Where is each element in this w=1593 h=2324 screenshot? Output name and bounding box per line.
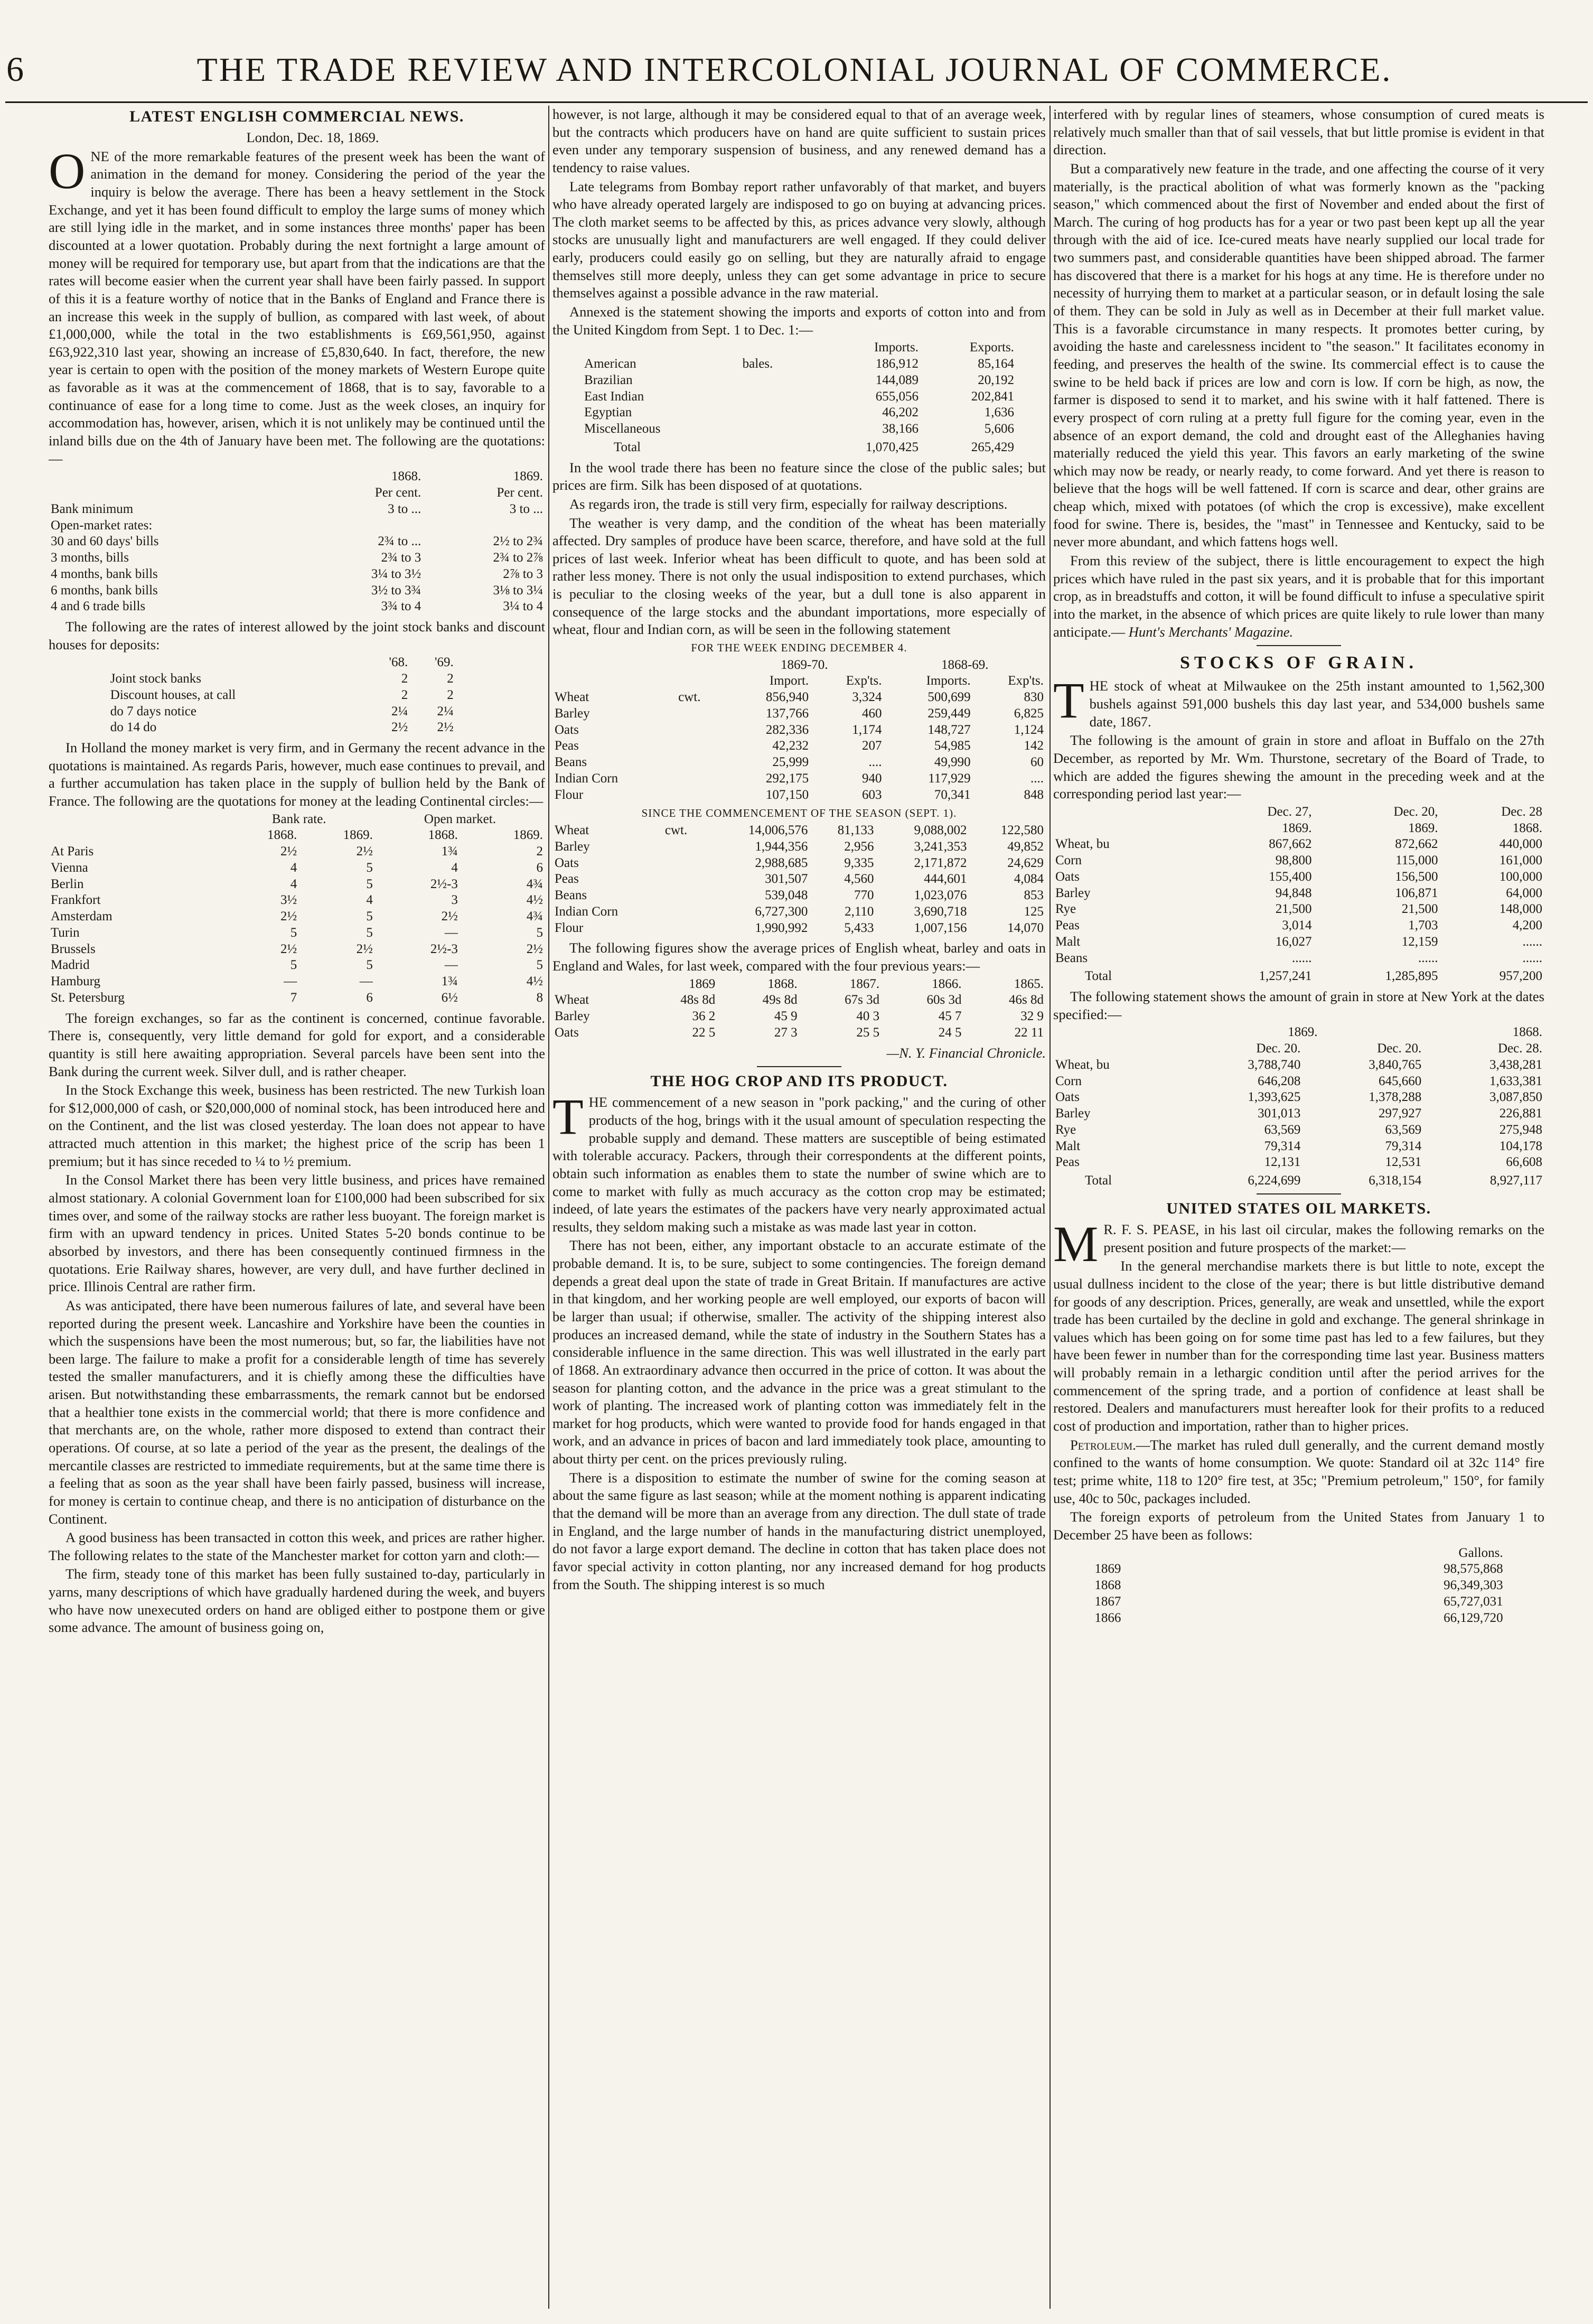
- hog-paragraph: But a comparatively new feature in the trade, and one affecting the course of it very materially, is the practical abolition of what was formerly known as the "packing season," which commenced about the first of November and ended about the first of March. The curing of hog products has for a year or two past been kept up all the year through with the aid of ice. Ice-cured meats have nearly supplied our local trade for two summers past, and considerable quantities have been shipped abroad. The farmer has discovered that there is a market for his hogs at any time. He is therefore under no necessity of hurrying them to market at a particular season, or in default losing the sale of them. They can be sold in July as well as in December at their full market value. This is a favorable circumstance in many respects. It promotes better curing, by avoiding the haste and carelessness incident to "the season." It facilitates economy in feeding, and preserves the health of the swine. Its commercial effect is to cause the swine to be held back if prices are low and corn is low. If corn be high, as now, the farmer is disposed to send it to market, and his swine with it half fattened. There is every prospect of corn ruling at a pretty full figure for the coming year, even in the absence of an export demand, the cold and drought east of the Alleghanies having materially reduced the yield this year. This favors an early marketing of the swine which may now be ready, or nearly ready, to come forward. And yet there is reason to believe that the hogs will be well fattened. If corn is scarce and dear, other grains are cheap which, mixed with potatoes (of which the crop is excessive), make excellent food for swine. There is, besides, the "mast" in Tennessee and Kentucky, said to be never more abundant, and which fattens hogs well.: [1053, 160, 1544, 550]
- table-row: Rye 63,569 63,569 275,948: [1055, 1122, 1542, 1137]
- english-news-heading: LATEST ENGLISH COMMERCIAL NEWS.: [129, 108, 464, 125]
- table-row: Wheat, bu 867,662 872,662 440,000: [1055, 837, 1542, 852]
- column-rule-1: [548, 106, 549, 2309]
- table-row: 4 months, bank bills 3¼ to 3½ 2⅞ to 3: [51, 566, 543, 581]
- table-row: '68. '69.: [389, 655, 454, 670]
- table-row: Dec. 20. Dec. 20. Dec. 28.: [1256, 1041, 1542, 1056]
- table-row: Total 6,224,699 6,318,154 8,927,117: [1085, 1173, 1542, 1188]
- table-row: Bank minimum 3 to ... 3 to ...: [51, 501, 543, 516]
- table-row: Peas 42,232 207 54,985 142: [555, 739, 1044, 753]
- table-row: American bales. 186,912 85,164: [584, 357, 1014, 371]
- table-row: Import. Exp'ts. Imports. Exp'ts.: [769, 674, 1044, 688]
- journal-title: THE TRADE REVIEW AND INTERCOLONIAL JOURNAL OF COMMERCE.: [196, 51, 1392, 88]
- header-rule: [5, 101, 1588, 103]
- wheat-prices-table: [552, 976, 1046, 1041]
- table-row: Frankfort 3½ 4 3 4½: [51, 893, 543, 908]
- table-row: Corn 646,208 645,660 1,633,381: [1055, 1074, 1542, 1088]
- table-row: Oats 22 5 27 3 25 5 24 5 22 11: [555, 1025, 1044, 1040]
- table-row: 1869. 1869. 1868.: [1282, 820, 1542, 835]
- english-paragraph: Late telegrams from Bombay report rather unfavorably of that market, and buyers who have already operated largely are indisposed to go on buying at advancing prices. The cloth market seems to be affected by this, as prices advance very slowly, although stocks are unusually light and manufacturers are well engaged. If they could deliver early, producers could easily go on selling, but they are naturally afraid to engage themselves still more deeply, unless they can get some advantage in price to secure themselves against a possible advance in the raw material.: [552, 178, 1046, 301]
- table-row: 1868. 1869. 1868. 1869.: [267, 828, 543, 843]
- table-row: Berlin 4 5 2½-3 4¾: [51, 876, 543, 891]
- hog-paragraph: There is a disposition to estimate the number of swine for the coming season at about the same figure as last season; while at the moment nothing is apparent indicating that the demand will be more than an average from any direction. The dull state of trade in England, and the large number of hands in the manufacturing district unemployed, do not favor a large export demand. The decline in cotton that has taken place does not favor special activity in cotton planting, nor any increased demand for hog products from the South. The shipping interest is so much: [552, 1469, 1046, 1592]
- drop-cap: M: [1053, 1216, 1099, 1272]
- english-paragraph: The firm, steady tone of this market has been fully sustained to-day, particularly in yarns, many descriptions of which have gradually hardened during the week, and buyers who have now unexecuted orders on hand are obliged either to postpone them or give some advance. The amount of business going on,: [49, 1566, 545, 1636]
- table-row: Indian Corn 292,175 940 117,929 ....: [555, 771, 1044, 786]
- table-row: 1866 66,129,720: [1094, 1610, 1503, 1625]
- table-row: Discount houses, at call 2 2: [110, 687, 454, 702]
- english-paragraph: The foreign exchanges, so far as the continent is concerned, continue favorable. There is, consequently, very little demand for gold for export, and a considerable quantity is still here awaiting appropriation. Several parcels have been sent into the Bank during the current week. Silver dull, and is rather cheaper.: [49, 1010, 545, 1079]
- table-row: Oats 155,400 156,500 100,000: [1055, 869, 1542, 884]
- hog-paragraph: THE commencement of a new season in "pork packing," and the curing of other products of the hog, brings with it the usual amount of speculation respecting the probable supply and demand. These matters are susceptible of being estimated with tolerable accuracy. Packers, through their correspondents at the different points, obtain such information as enables them to state the number of swine which are to come to market with fully as much accuracy as the cotton crop may be estimated; indeed, of late years the estimates of the packers have very nearly approximated actual results, they seldom making such a mistake as was made last year in cotton.: [552, 1088, 1046, 1235]
- table-row: Malt 16,027 12,159 ......: [1055, 934, 1542, 949]
- table-row: 1867 65,727,031: [1094, 1594, 1503, 1609]
- grain-season-table: [552, 823, 1046, 936]
- table-row: 1869. 1868.: [1288, 1025, 1542, 1040]
- oil-paragraph: In the general merchandise markets there is but little to note, except the usual dullness incident to the close of the year; there is but little distributive demand for goods of any description. Prices, generally, are weak and unsettled, while the export trade has been curtailed by the decline in gold and exchange. The general shrinkage in values which has been going on for some time past has led to a few failures, but they have been fewer in number than for the corresponding time last year. Business matters will probably remain in a lethargic condition until after the period arrives for the commencement of the spring trade, and a portion of confidence at least shall be restored. Dealers and manufacturers must hereafter look for their profits to a reduced cost of production and importation, rather than to higher prices.: [1053, 1258, 1544, 1434]
- hog-paragraph: There has not been, either, any important obstacle to an accurate estimate of the probable demand. It is, to be sure, subject to some contingencies. The foreign demand depends a great deal upon the state of trade in Great Britain. If manufactures are active in that kingdom, and her working people are well employed, our exports of bacon will be larger than usual; if otherwise, smaller. The activity of the shipping interest also produces an increased demand, while the state of industry in the Southern States has a considerable influence in the same direction. This was well illustrated in the early part of 1868. An extraordinary advance then occurred in the price of cotton. It was about the season for planting cotton, and the advance in the price was a great stimulant to the work of planting. The increased work of planting cotton was immediately felt in the market for hog products, which were wanted to provide food for hands engaged in that work, and an advance in prices of bacon and lard immediately took place, amounting to about thirty per cent. on the prices previously ruling.: [552, 1237, 1046, 1467]
- column-3: [1053, 106, 1544, 2314]
- english-paragraph: In the Consol Market there has been very little business, and prices have remained almost stationary. A colonial Government loan for £100,000 had been subscribed for six times over, and some of the railway stocks are rather less buoyant. The foreign market is firm with an upward tendency in prices. United States 5-20 bonds continue to be absorbed by investors, and there has been consequently continued firmness in the quotations. Erie Railway shares, however, are very dull, and have further declined in price. Illinois Central are rather firm.: [49, 1172, 545, 1295]
- table-row: do 7 days notice 2¼ 2¼: [110, 704, 454, 718]
- oil-paragraph: M R. F. S. PEASE, in his last oil circular, makes the following remarks on the present position and future prospects of the market:—: [1053, 1216, 1544, 1272]
- table-row: 1868 96,349,303: [1094, 1578, 1503, 1593]
- table-row: Turin 5 5 — 5: [51, 925, 543, 940]
- table-row: Vienna 4 5 4 6: [51, 860, 543, 875]
- table-row: Oats 1,393,625 1,378,288 3,087,850: [1055, 1090, 1542, 1105]
- english-paragraph: ONE of the more remarkable features of the present week has been the want of animation in the demand for money. Considering the period of the year the inquiry is below the average. There has been a heavy settlement in the Stock Exchange, and yet it has been found difficult to employ the large sums of money which are still lying idle in the market, and in some instances three months' paper has been discounted at a lower quotation. Probably during the next fortnight a large amount of money will be required for temporary use, but apart from that the indications are that the rates will become easier when the current year shall have been fairly passed. In support of this it is a feature worthy of notice that in the Banks of England and France there is an increase this week in the supply of bullion, as compared with last week, of about £1,000,000, while the total in the two establishments is £69,561,950, against £63,922,310 last year, showing an increase of £5,830,640. In fact, therefore, the new year is certain to open with the position of the money markets of Western Europe quite as favorable as it was at the commencement of 1868, that is to say, favorable to a continuance of ease for a long time to come. Just as the week closes, an inquiry for accommodation has, however, arisen, which it is not unlikely may be continued until the inland bills due on the 4th of January have been met. The following are the quotations:—: [49, 142, 545, 466]
- table-row: Barley 36 2 45 9 40 3 45 7 32 9: [555, 1009, 1044, 1024]
- table-row: 1869 1868. 1867. 1866. 1865.: [689, 976, 1044, 991]
- table-row: Barley 301,013 297,927 226,881: [1055, 1106, 1542, 1121]
- table-row: Imports. Exports.: [874, 340, 1014, 355]
- table-row: Beans 25,999 .... 49,990 60: [555, 755, 1044, 770]
- table-row: Indian Corn 6,727,300 2,110 3,690,718 125: [555, 904, 1044, 919]
- new-york-grain-table: [1053, 1024, 1544, 1189]
- page-header: [5, 38, 1588, 101]
- petroleum-exports-table: [1092, 1545, 1505, 1627]
- grain-paragraph: The following statement shows the amount of grain in store at New York at the dates specified:—: [1053, 988, 1544, 1022]
- grain-paragraph: The following is the amount of grain in store and afloat in Buffalo on the 27th December, as reported by Mr. Wm. Thurstone, secretary of the Board of Trade, to which are added the figures shewing the amount in the preceding week and at the corresponding period last year:—: [1053, 732, 1544, 802]
- table-row: Oats 2,988,685 9,335 2,171,872 24,629: [555, 855, 1044, 870]
- table-row: Dec. 27, Dec. 20, Dec. 28: [1267, 804, 1542, 819]
- table-row: Peas 12,131 12,531 66,608: [1055, 1155, 1542, 1170]
- table-row: Wheat cwt. 856,940 3,324 500,699 830: [555, 690, 1044, 705]
- english-paragraph: A good business has been transacted in cotton this week, and prices are rather higher. The following relates to the state of the Manchester market for cotton yarn and cloth:—: [49, 1529, 545, 1563]
- table-row: Peas 3,014 1,703 4,200: [1055, 918, 1542, 933]
- grain-week-title: FOR THE WEEK ENDING DECEMBER 4.: [691, 641, 907, 654]
- hog-paragraph: interfered with by regular lines of steamers, whose consumption of cured meats is relatively much smaller than that of sail vessels, that but little promise is evident in that direction.: [1053, 106, 1544, 158]
- buffalo-grain-table: [1053, 804, 1544, 985]
- table-row: 6 months, bank bills 3½ to 3¾ 3⅛ to 3¼: [51, 583, 543, 598]
- table-row: Gallons.: [1458, 1545, 1503, 1560]
- grain-paragraph: THE stock of wheat at Milwaukee on the 25th instant amounted to 1,562,300 bushels against 591,000 bushels this day last year, and 534,000 bushels same date, 1867.: [1053, 672, 1544, 730]
- english-paragraph: The following figures show the average prices of English wheat, barley and oats in England and Wales, for last week, compared with the four previous years:—: [552, 940, 1046, 974]
- table-row: Malt 79,314 79,314 104,178: [1055, 1138, 1542, 1153]
- table-row: 1869 98,575,868: [1094, 1562, 1503, 1576]
- table-row: Brazilian 144,089 20,192: [584, 372, 1014, 387]
- table-row: Brussels 2½ 2½ 2½-3 2½: [51, 941, 543, 956]
- table-row: Per cent. Per cent.: [374, 486, 543, 500]
- table-row: Barley 94,848 106,871 64,000: [1055, 885, 1542, 900]
- table-row: Oats 282,336 1,174 148,727 1,124: [555, 722, 1044, 737]
- grain-week-table: [552, 657, 1046, 804]
- table-row: At Paris 2½ 2½ 1¾ 2: [51, 844, 543, 859]
- english-paragraph: As was anticipated, there have been numerous failures of late, and several have been reported during the present week. Lancashire and Yorkshire have been the counties in which the suspensions have been the most numerous; but, so far, the liabilities have not been large. The failure to make a profit for a considerable length of time has severely tested the smaller manufacturers, and it is chiefly among these the difficulties have arisen. But notwithstanding these embarrassments, the remark cannot but be endorsed that a healthier tone exists in the commercial world; that there is more confidence and that merchants are, on the whole, rather more disposed to extend than contract their operations. Of course, at so late a period of the year as the present, the dealings of the mercantile classes are restricted to immediate requirements, but at the same time there is a feeling that as soon as the year shall have been fairly passed, business will increase, for money is certain to continue cheap, and there is no anticipation of disturbance on the Continent.: [49, 1297, 545, 1527]
- drop-cap: T: [1053, 672, 1084, 729]
- english-paragraph: however, is not large, although it may be considered equal to that of an average week, but the contracts which producers have on hand are quite sufficient to sustain prices even under any temporary suspension of business, and any renewed demand has a tendency to raise values.: [552, 106, 1046, 175]
- money-rates-table: [49, 469, 545, 615]
- dateline: London, Dec. 18, 1869.: [246, 129, 379, 146]
- english-paragraph: As regards iron, the trade is still very firm, especially for railway descriptions.: [569, 496, 1008, 512]
- english-paragraph: In the Stock Exchange this week, business has been restricted. The new Turkish loan for $12,000,000 of cash, or $20,000,000 of nominal stock, has been introduced here and on the Continent, and the list was closed yesterday. The loan does not appear to have attracted much attention in this market; the highest price of the scrip has been 1 premium; but it has since receded to ¼ to ½ premium.: [49, 1082, 545, 1169]
- english-paragraph: The weather is very damp, and the condition of the wheat has been materially affected. Dry samples of produce have been scarce, therefore, and have sold at the full prices of last week. Inferior wheat has been difficult to quote, and has been sold at rather less money. There is not only the usual indisposition to extend purchases, which is peculiar to the closing weeks of the year, but a dull tone is also apparent in consequence of the large stocks and the abundant importations, more especially of wheat, flour and Indian corn, as will be seen in the following statement: [552, 515, 1046, 638]
- table-row: 1869-70. 1868-69.: [780, 657, 989, 672]
- column-2: [552, 106, 1046, 2314]
- column-rule-2: [1049, 106, 1051, 2309]
- table-row: Amsterdam 2½ 5 2½ 4¾: [51, 909, 543, 924]
- drop-cap: O: [49, 142, 86, 199]
- english-paragraph: Annexed is the statement showing the imports and exports of cotton into and from the United Kingdom from Sept. 1 to Dec. 1:—: [552, 304, 1046, 338]
- table-row: St. Petersburg 7 6 6½ 8: [51, 990, 543, 1005]
- section-divider: [757, 1066, 841, 1067]
- cotton-table: [582, 340, 1016, 455]
- drop-cap: T: [552, 1088, 584, 1145]
- table-row: Wheat, bu 3,788,740 3,840,765 3,438,281: [1055, 1057, 1542, 1072]
- table-row: Peas 301,507 4,560 444,601 4,084: [555, 872, 1044, 886]
- table-row: do 14 do 2½ 2½: [110, 720, 454, 735]
- table-row: Flour 107,150 603 70,341 848: [555, 787, 1044, 802]
- table-row: Rye 21,500 21,500 148,000: [1055, 902, 1542, 917]
- continental-rates-table: [49, 811, 545, 1006]
- column-1: [49, 106, 545, 2314]
- table-row: 30 and 60 days' bills 2¾ to ... 2½ to 2¾: [51, 534, 543, 549]
- english-paragraph: The following are the rates of interest allowed by the joint stock banks and discount houses for deposits:: [49, 619, 545, 652]
- table-row: Total 1,257,241 1,285,895 957,200: [1085, 969, 1542, 984]
- table-row: Bank rate. Open market.: [271, 811, 496, 826]
- hog-paragraph: From this review of the subject, there is little encouragement to expect the high prices which have ruled in the past six years, and it is probable that for this important crop, as in breadstuffs and cotton, it will be found difficult to infuse a speculative spirit into the market, in the absence of which prices are quite likely to rule lower than many anticipate.— Hunt's Merchants' Magazine.: [1053, 553, 1544, 640]
- table-row: Flour 1,990,992 5,433 1,007,156 14,070: [555, 920, 1044, 935]
- table-row: Wheat 48s 8d 49s 8d 67s 3d 60s 3d 46s 8d: [555, 993, 1044, 1007]
- table-row: Barley 137,766 460 259,449 6,825: [555, 706, 1044, 721]
- table-row: Madrid 5 5 — 5: [51, 958, 543, 973]
- page-number: 6: [6, 50, 24, 89]
- table-row: East Indian 655,056 202,841: [584, 389, 1014, 404]
- grain-stocks-heading: STOCKS OF GRAIN.: [1179, 653, 1418, 673]
- source-credit: Hunt's Merchants' Magazine.: [1128, 623, 1294, 640]
- source-credit: —N. Y. Financial Chronicle.: [886, 1044, 1046, 1061]
- table-row: Beans ...... ...... ......: [1055, 950, 1542, 965]
- table-row: 1868. 1869.: [391, 469, 543, 484]
- oil-paragraph: Petroleum.—The market has ruled dull generally, and the current demand mostly confined to the wants of home consumption. We quote: Standard oil at 32c 114° fire test; prime white, 118 to 120° fire test, at 35c; "Premium petroleum," 150°, for family use, 40c to 50c, packages included.: [1053, 1436, 1544, 1506]
- table-row: Beans 539,048 770 1,023,076 853: [555, 888, 1044, 903]
- deposit-rates-table: [108, 655, 456, 736]
- english-paragraph: In the wool trade there has been no feature since the close of the public sales; but prices are firm. Silk has been disposed of at quotations.: [552, 459, 1046, 493]
- hog-crop-heading: THE HOG CROP AND ITS PRODUCT.: [650, 1072, 948, 1090]
- table-row: 4 and 6 trade bills 3¾ to 4 3¼ to 4: [51, 599, 543, 614]
- table-row: Open-market rates:: [51, 518, 153, 533]
- table-row: Hamburg — — 1¾ 4½: [51, 974, 543, 989]
- section-divider: [1257, 1193, 1341, 1194]
- table-row: 3 months, bills 2¾ to 3 2¾ to 2⅞: [51, 550, 543, 565]
- table-row: Miscellaneous 38,166 5,606: [584, 422, 1014, 436]
- table-row: Corn 98,800 115,000 161,000: [1055, 853, 1542, 868]
- section-divider: [1257, 645, 1341, 646]
- table-row: Wheat cwt. 14,006,576 81,133 9,088,002 122,580: [555, 823, 1044, 838]
- table-row: Total 1,070,425 265,429: [614, 440, 1014, 454]
- oil-markets-heading: UNITED STATES OIL MARKETS.: [1166, 1199, 1431, 1217]
- table-row: Joint stock banks 2 2: [110, 671, 454, 686]
- oil-paragraph: The foreign exports of petroleum from the United States from January 1 to December 25 have been as follows:: [1053, 1509, 1544, 1543]
- table-row: Egyptian 46,202 1,636: [584, 405, 1014, 420]
- table-row: Barley 1,944,356 2,956 3,241,353 49,852: [555, 839, 1044, 854]
- english-paragraph: In Holland the money market is very firm, and in Germany the recent advance in the quotations is maintained. As regards Paris, however, much ease continues to prevail, and a further accumulation has taken place in the supply of bullion held by the Bank of France. The following are the quotations for money at the leading Continental circles:—: [49, 740, 545, 809]
- grain-season-title: SINCE THE COMMENCEMENT OF THE SEASON (SEPT. 1).: [641, 807, 957, 820]
